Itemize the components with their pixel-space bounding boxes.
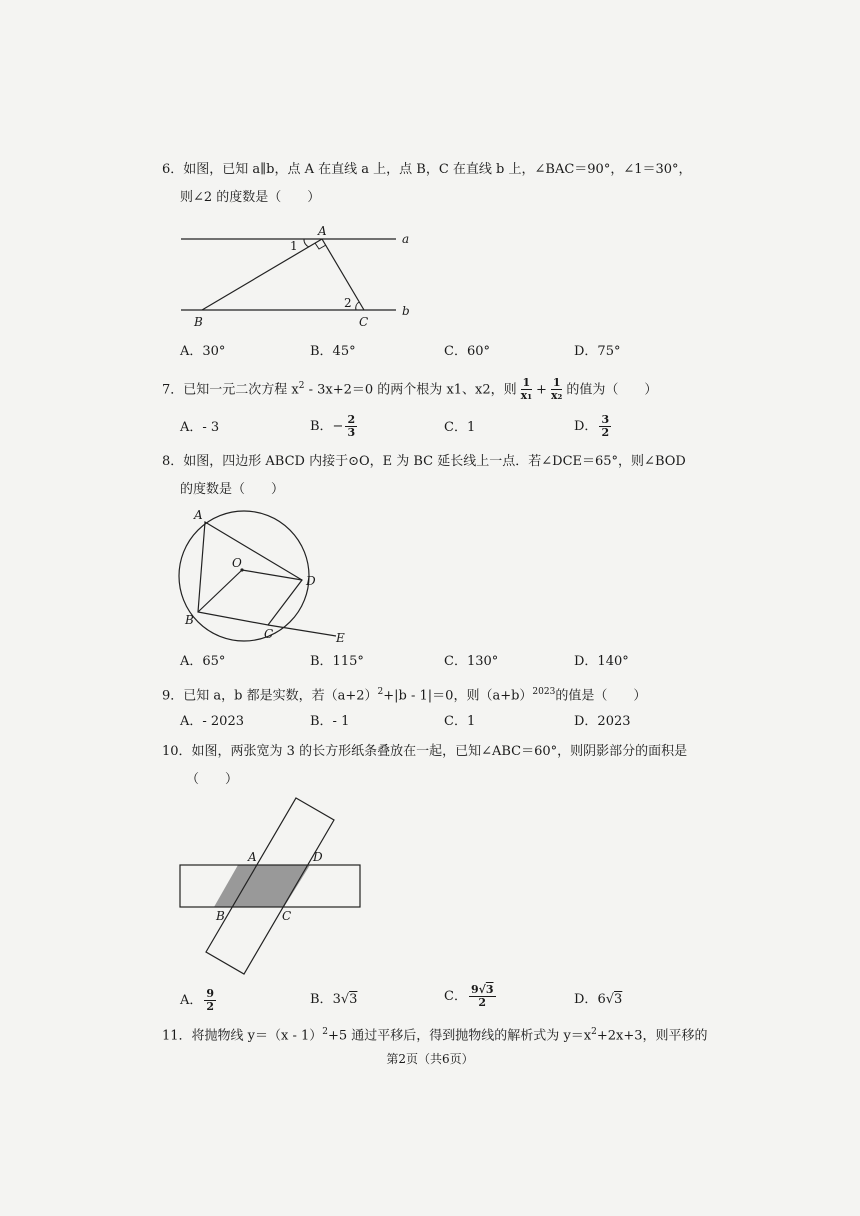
q11-sup1: 2 [322, 1027, 329, 1037]
q10-option-c-num: 9√3 [470, 983, 494, 996]
label-B: B [185, 613, 194, 627]
q6-option-a: A．30° [180, 344, 226, 359]
q10-option-a-num: 9 [206, 987, 215, 1000]
label-E: E [336, 631, 345, 645]
page-footer: 第2页（共6页） [386, 1052, 474, 1066]
q7-text-mid: - 3x+2＝0 的两个根为 x1、x2，则 [304, 382, 517, 398]
q10-option-c-frac [469, 984, 496, 1009]
q10-option-b [310, 990, 357, 1010]
label-D: D [306, 574, 316, 588]
q10-option-c-rad: 3 [485, 983, 494, 996]
label-C: C [264, 627, 274, 641]
q10-option-a-den: 2 [206, 1000, 215, 1013]
q8-text-line2: 的度数是（ ） [180, 482, 285, 497]
q10-option-d-prefix: D． [574, 992, 598, 1007]
q10-option-c-coef: 9 [470, 983, 479, 996]
q11-sup2: 2 [591, 1027, 597, 1037]
q7-option-c: C．1 [444, 420, 476, 435]
q7-frac1-den: x₁ [520, 389, 533, 403]
q6-option-d: D．75° [574, 344, 621, 359]
q10-option-d-coef: 6 [597, 992, 606, 1007]
q10-option-c [444, 984, 498, 1009]
q7-plus: + [536, 382, 547, 398]
q7-option-b-prefix: B．− [310, 419, 344, 434]
label-B: B [194, 315, 203, 329]
label-angle-1: 1 [290, 239, 298, 253]
q10-option-a [180, 988, 218, 1013]
q10-option-b-prefix: B． [310, 992, 333, 1007]
q10-option-b-radical: √ [340, 992, 350, 1007]
q10-option-b-rad: 3 [349, 992, 358, 1007]
q11-text-pre: 11．将抛物线 y＝（x - 1） [162, 1028, 323, 1044]
q7-frac2-num: 1 [552, 376, 561, 390]
q7-text-pre: 7．已知一元二次方程 x [162, 382, 299, 398]
q7-option-b-num: 2 [347, 413, 356, 426]
label-O: O [232, 556, 242, 570]
q8-option-a: A．65° [180, 654, 226, 669]
q7-frac2-den: x₂ [550, 389, 563, 403]
q8-option-d: D．140° [574, 654, 629, 669]
q7-sup: 2 [298, 381, 305, 391]
q8-option-c: C．130° [444, 654, 499, 669]
q7-option-b-den: 3 [347, 426, 356, 439]
q10-text-line2: （ ） [186, 772, 239, 787]
label-C: C [282, 909, 292, 923]
q6-option-c: C．60° [444, 344, 490, 359]
label-A: A [318, 224, 327, 238]
q9-option-d: D．2023 [574, 714, 631, 729]
label-C: C [359, 315, 369, 329]
q10-option-c-prefix: C． [444, 989, 467, 1004]
q10-text-line1: 10．如图，两张宽为 3 的长方形纸条叠放在一起，已知∠ABC＝60°，则阴影部分的面积是 [162, 744, 688, 759]
q7-option-d-num: 3 [601, 413, 610, 426]
q7-option-d-den: 2 [601, 426, 610, 439]
q9-option-c: C．1 [444, 714, 476, 729]
q9-text-post: 的值是（ ） [555, 688, 647, 704]
q9-option-b: B．- 1 [310, 714, 350, 729]
q6-text-line2: 则∠2 的度数是（ ） [180, 190, 321, 205]
q7-text-post: 的值为（ ） [566, 382, 658, 398]
q10-option-a-prefix: A． [180, 993, 203, 1008]
q6-text-line1: 6．如图，已知 a∥b，点 A 在直线 a 上，点 B，C 在直线 b 上，∠BAC＝90°，∠1＝30°， [162, 162, 692, 177]
q9-text-pre: 9．已知 a，b 都是实数，若（a+2） [162, 688, 378, 704]
q6-option-b: B．45° [310, 344, 356, 359]
label-A: A [248, 850, 257, 864]
q10-option-d-radical: √ [605, 992, 615, 1007]
q11-text-mid: +5 通过平移后，得到抛物线的解析式为 y＝x [328, 1028, 592, 1044]
q8-option-b: B．115° [310, 654, 364, 669]
q7-option-a: A．- 3 [180, 420, 220, 435]
q10-option-c-den: 2 [478, 996, 487, 1009]
q7-frac1-num: 1 [522, 376, 531, 390]
q9-sup2: 2023 [532, 687, 556, 697]
q10-option-d [574, 990, 622, 1010]
q7-option-d-prefix: D． [574, 419, 598, 434]
q11-text-post: +2x+3，则平移的 [596, 1028, 708, 1044]
label-A: A [194, 508, 203, 522]
q10-option-b-coef: 3 [332, 992, 341, 1007]
q8-text-line1: 8．如图，四边形 ABCD 内接于⊙O，E 为 BC 延长线上一点．若∠DCE＝65°，则∠BOD [162, 454, 686, 469]
q9-sup1: 2 [377, 687, 384, 697]
label-b: b [402, 304, 410, 318]
q9-text-mid: +|b - 1|＝0，则（a+b） [383, 688, 533, 704]
q11-text [162, 1022, 708, 1046]
label-angle-2: 2 [344, 296, 352, 310]
label-B: B [216, 909, 225, 923]
q9-option-a: A．- 2023 [180, 714, 244, 729]
q10-option-a-frac [204, 988, 216, 1013]
label-a: a [402, 232, 410, 246]
label-D: D [313, 850, 323, 864]
q10-option-d-rad: 3 [614, 992, 623, 1007]
